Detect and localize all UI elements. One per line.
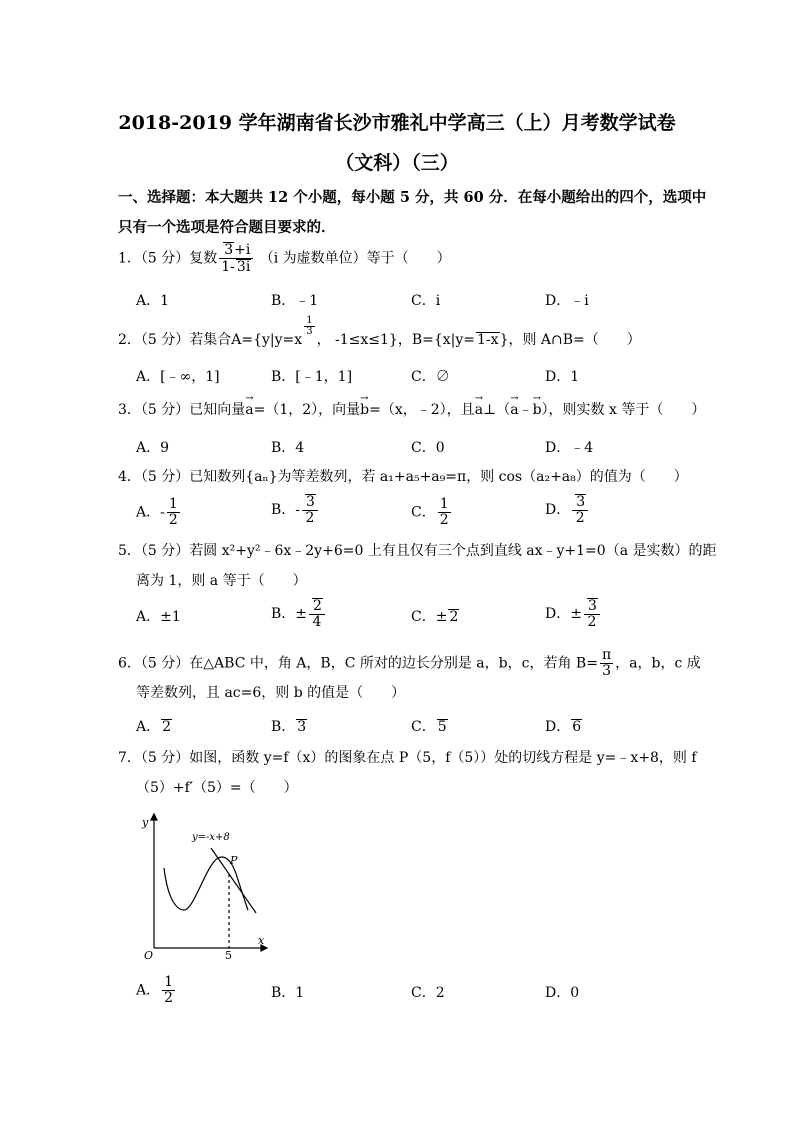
fig-label-5: 5 [225,949,232,960]
question-3-text6: ），则实数 x 等于（ ） [541,402,706,418]
q1-option-c: C．i [411,293,441,309]
question-3-text2: =（1，2），向量 [253,402,361,418]
q4-option-c: C． $\frac{1}{2}$ [411,496,449,528]
question-3 [118,400,705,420]
question-1-den-pre: 1- [221,259,235,275]
question-2-set-a-rest: ， -1≤x≤1} [316,332,398,348]
question-7-line2: （5）+f′（5）=（ ） [136,780,298,796]
question-3-text5: ﹣ [518,402,533,418]
fig-label-origin: O [144,949,154,960]
question-2-prefix: 2．（5 分）若集合 [118,332,232,348]
q1-option-d: D．﹣i [545,293,589,309]
q3-option-d: D．﹣4 [545,440,594,456]
question-2-suffix: }，则 A∩B=（ ） [499,332,641,348]
vector-a: → a [245,400,253,420]
question-1-suffix: （i 为虚数单位）等于（ ） [259,250,451,267]
q7-option-c: C．2 [411,985,445,1001]
vector-b: → b [360,400,369,420]
question-1-fraction: $\frac{3+i}{1- 3i}$ [219,242,253,275]
q4-option-d: D． $\frac{3}{2}$ [545,494,590,526]
q3-option-a: A．9 [136,440,170,456]
vector-a-3: → a [510,400,518,420]
y-axis-arrow [151,814,157,820]
fig-label-p: P [230,854,238,867]
vector-a-2: → a [475,400,483,420]
question-2-set-b: ，B={x|y= [397,332,476,348]
fig-label-x: x [258,934,265,947]
q2-option-a: A．[﹣∞，1] [136,369,220,385]
q5-option-b: B．± $\frac{2}{4}$ [271,598,327,630]
question-3-text1: 3．（5 分）已知向量 [118,402,246,418]
question-1-prefix: 1．（5 分）复数 [118,250,218,267]
question-2-exponent: $\frac{1}{3}$ [306,315,313,337]
q1-option-b: B．﹣1 [271,293,319,309]
question-4: 4．（5 分）已知数列{aₙ}为等差数列，若 a₁+a₅+a₉=π，则 cos（a₂+a₈）的值为（ ） [118,469,688,485]
fig-label-tangent: y=-x+8 [192,832,230,843]
q2-option-c: C．∅ [411,369,450,385]
q6-option-d: D． 6 [545,719,582,735]
vector-b-2: → b [533,400,542,420]
q6-option-b: B． 3 [271,719,307,735]
question-7-line1: 7．（5 分）如图，函数 y=f（x）的图象在点 P（5，f（5））处的切线方程是 y=﹣x+8，则 f [118,750,697,766]
question-1 [118,242,451,275]
question-2-set-b-radical: 1-x [477,332,499,348]
q4-option-a: A．- $\frac{1}{2}$ [136,496,178,528]
q7-option-a: A． $\frac{1}{2}$ [136,974,174,1006]
question-3-text4: ⊥（ [483,402,511,418]
paper-title-line1: 2018-2019 学年湖南省长沙市雅礼中学高三（上）月考数学试卷 [118,112,676,134]
q7-option-b: B．1 [271,985,305,1001]
q5-option-c: C．± 2 [411,609,459,625]
paper-title-line2: （文科）（三） [335,152,459,174]
q3-option-c: C．0 [411,440,445,456]
q2-option-b: B．[﹣1，1] [271,369,353,385]
question-3-text3: =（x，﹣2），且 [369,402,475,418]
question-2 [118,315,641,350]
q6-option-c: C． 5 [411,719,447,735]
q7-option-d: D．0 [545,985,580,1001]
q4-option-b: B．- $\frac{3}{2}$ [271,494,320,526]
question-6-line1: 6．（5 分）在△ABC 中，角 A，B，C 所对的边长分别是 a，b，c，若角 B= $\frac{\pi}{3}$ ，a，b，c 成 [118,647,701,679]
question-7-figure [136,810,271,960]
question-5-line1: 5．（5 分）若圆 x²+y²﹣6x﹣2y+6=0 上有且仅有三个点到直线 ax﹣y+1=0（a 是实数）的距 [118,543,717,559]
question-2-set-a: A={y|y=x [231,332,303,348]
q1-option-a: A．1 [136,293,170,309]
section-header-line2: 只有一个选项是符合题目要求的． [118,219,336,236]
q2-option-d: D．1 [545,369,580,385]
q5-option-a: A．±1 [136,609,181,625]
question-5-line2: 离为 1，则 a 等于（ ） [136,573,307,589]
question-6-line2: 等差数列，且 ac=6，则 b 的值是（ ） [136,685,406,701]
q6-option-a: A． 2 [136,719,172,735]
q3-option-b: B．4 [271,440,305,456]
section-header-line1: 一、选择题：本大题共 12 个小题，每小题 5 分，共 60 分．在每小题给出的四个，选项中 [118,189,707,206]
fig-label-y: y [142,816,149,829]
q5-option-d: D．± $\frac{3}{2}$ [545,598,602,630]
question-1-den: 3i [236,259,251,275]
